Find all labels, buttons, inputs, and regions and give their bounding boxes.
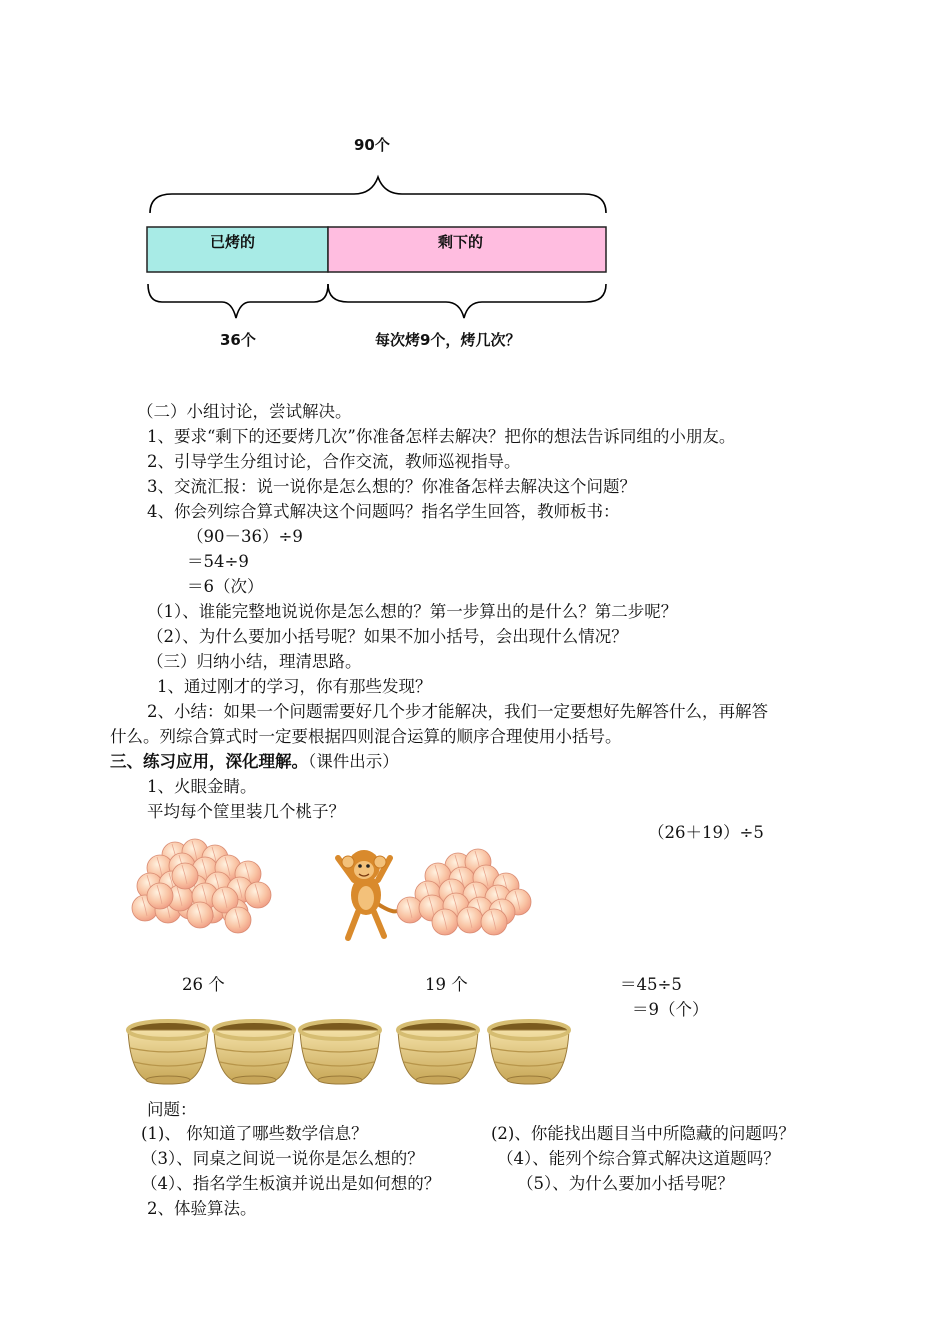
text-line: 3、交流汇报：说一说你是怎么想的？你准备怎样去解决这个问题？ <box>147 477 636 496</box>
remaining-label: 剩下的 <box>438 233 484 251</box>
count-label-19: 19 个 <box>425 975 468 994</box>
question-item: (1)、 你知道了哪些数学信息？ <box>141 1124 368 1143</box>
peach-pile-26 <box>132 839 271 933</box>
text-line: （2）、为什么要加小括号呢？如果不加小括号，会出现什么情况？ <box>147 627 628 646</box>
section-heading-bold: 三、练习应用，深化理解。 <box>110 752 308 771</box>
text-line: （二）小组讨论，尝试解决。 <box>137 402 352 421</box>
top-brace <box>150 177 606 213</box>
baked-label: 已烤的 <box>210 233 256 251</box>
formula-step-2: ＝9（个） <box>632 1000 709 1019</box>
text-line: 1、通过刚才的学习，你有那些发现？ <box>157 677 432 696</box>
text-line: ＝54÷9 <box>187 552 249 571</box>
questions-title: 问题： <box>147 1100 197 1119</box>
question-item: （5）、为什么要加小括号呢？ <box>517 1174 734 1193</box>
formula-step-1: ＝45÷5 <box>620 975 682 994</box>
text-line: 2、引导学生分组讨论，合作交流，教师巡视指导。 <box>147 452 521 471</box>
baked-count: 36个 <box>220 331 256 349</box>
text-line: 2、小结：如果一个问题需要好几个步才能解决，我们一定要想好先解答什么，再解答 <box>147 702 768 721</box>
question-item: （3）、同桌之间说一说你是怎么想的？ <box>141 1149 424 1168</box>
text-line: （三）归纳小结，理清思路。 <box>147 652 362 671</box>
basket-row <box>128 1021 569 1084</box>
text-line: 1、要求“剩下的还要烤几次”你准备怎样去解决？把你的想法告诉同组的小朋友。 <box>147 427 736 446</box>
section-heading-note: （课件出示） <box>308 752 399 771</box>
bottom-left-brace <box>148 284 328 318</box>
text-line: 什么。列综合算式时一定要根据四则混合运算的顺序合理使用小括号。 <box>110 727 622 746</box>
total-label: 90个 <box>354 136 390 154</box>
segment-diagram <box>0 0 950 380</box>
bottom-right-brace <box>328 284 606 318</box>
question-item: （4）、指名学生板演并说出是如何想的？ <box>141 1174 441 1193</box>
question-item: （4）、能列个综合算式解决这道题吗？ <box>497 1149 780 1168</box>
formula: （26＋19）÷5 <box>648 823 764 842</box>
text-line: （90－36）÷9 <box>187 527 303 546</box>
text-line: 2、体验算法。 <box>147 1199 257 1218</box>
text-line: （1）、谁能完整地说说你是怎么想的？第一步算出的是什么？第二步呢？ <box>147 602 678 621</box>
text-line: 1、火眼金睛。 <box>147 777 257 796</box>
peach-pile-19 <box>397 849 531 935</box>
section-heading <box>110 752 399 772</box>
text-line: ＝6（次） <box>187 577 264 596</box>
question-label: 每次烤9个，烤几次？ <box>375 331 521 349</box>
text-line: 4、你会列综合算式解决这个问题吗？指名学生回答，教师板书： <box>147 502 620 521</box>
question-item: (2)、你能找出题目当中所隐藏的问题吗？ <box>491 1124 795 1143</box>
count-label-26: 26 个 <box>182 975 225 994</box>
text-line: 平均每个筐里装几个桃子？ <box>147 802 345 821</box>
monkey-icon <box>338 850 400 938</box>
